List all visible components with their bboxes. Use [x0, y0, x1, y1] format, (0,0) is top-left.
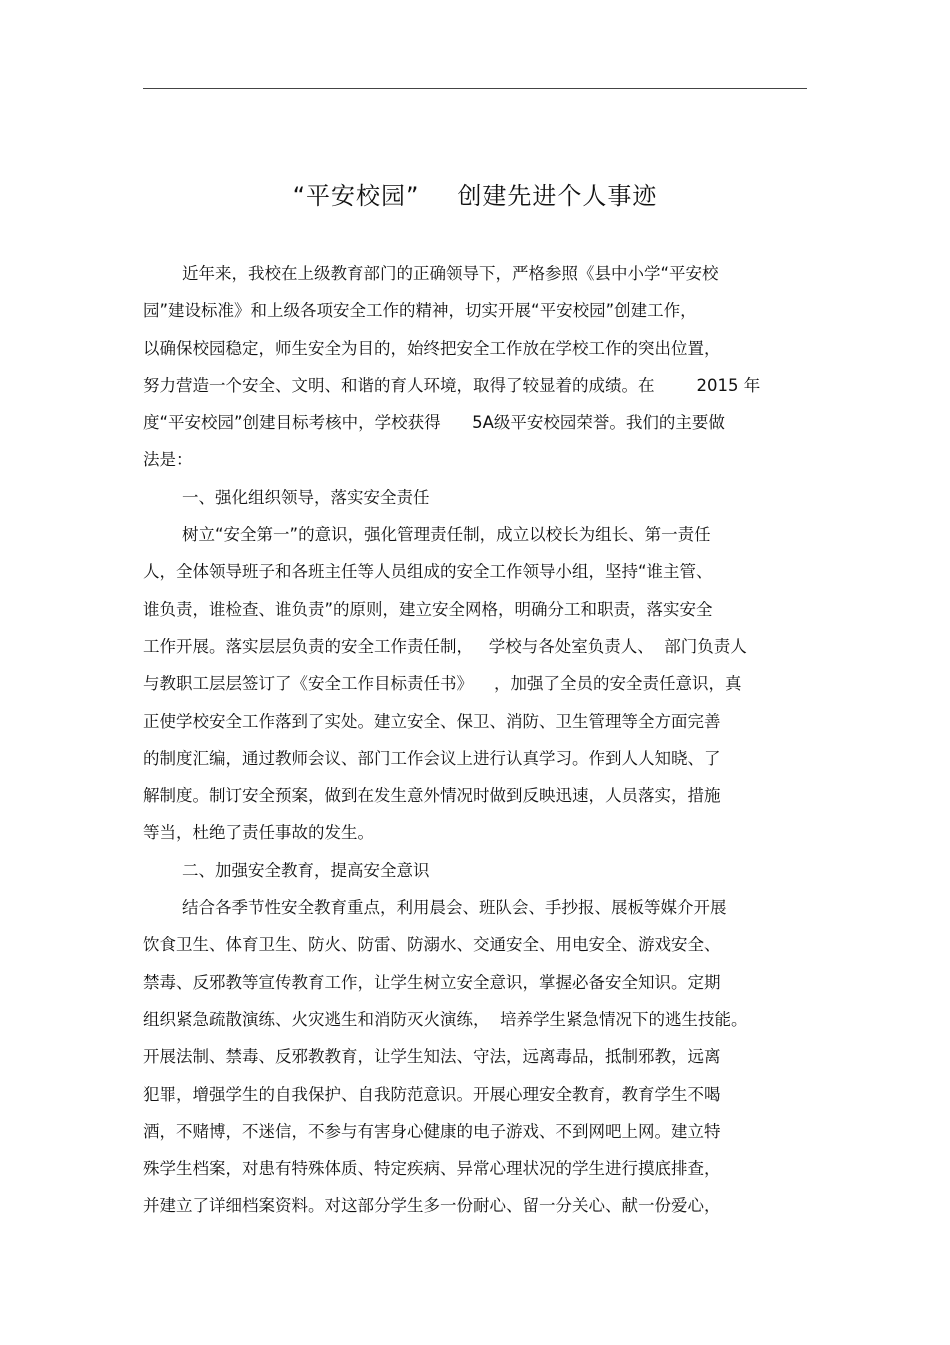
text-line: 近年来，我校在上级教育部门的正确领导下，严格参照《县中小学“平安校 — [182, 264, 719, 283]
text-line: 工作开展。落实层层负责的安全工作责任制， 学校与各处室负责人、 部门负责人 — [143, 636, 747, 656]
text-line: 树立“安全第一”的意识，强化管理责任制，成立以校长为组长、第一责任 — [182, 525, 711, 545]
text-line: 饮食卫生、体育卫生、防火、防雷、防溺水、交通安全、用电安全、游戏安全、 — [143, 935, 721, 955]
text-line: 谁负责，谁检查、谁负责”的原则，建立安全网格，明确分工和职责，落实安全 — [143, 599, 713, 619]
text-line: 度“平安校园”创建目标考核中，学校获得 5A级平安校园荣誉。我们的主要做 — [143, 413, 725, 433]
text-line: 开展法制、禁毒、反邪教教育，让学生知法、守法，远离毒品，抵制邪教，远离 — [143, 1047, 721, 1067]
text-line: 与教职工层层签订了《安全工作目标责任书》 ，加强了全员的安全责任意识，真 — [143, 674, 742, 694]
text-line: 一、强化组织领导，落实安全责任 — [182, 487, 430, 507]
text-line: 犯罪，增强学生的自我保护、自我防范意识。开展心理安全教育，教育学生不喝 — [143, 1084, 721, 1104]
text-line: 园”建设标准》和上级各项安全工作的精神，切实开展“平安校园”创建工作， — [143, 301, 697, 321]
text-line: 的制度汇编，通过教师会议、部门工作会议上进行认真学习。作到人人知晓、了 — [143, 748, 721, 768]
title-main-part: 创建先进个人事迹 — [457, 182, 658, 210]
text-line: 殊学生档案，对患有特殊体质、特定疾病、异常心理状况的学生进行摸底排查， — [143, 1159, 721, 1179]
text-line: 正使学校安全工作落到了实处。建立安全、保卫、消防、卫生管理等全方面完善 — [143, 711, 721, 731]
title-quoted-part: “平安校园” — [292, 182, 420, 210]
text-line: 法是： — [143, 450, 193, 470]
text-line: 酒，不赌博，不迷信，不参与有害身心健康的电子游戏、不到网吧上网。建立特 — [143, 1121, 721, 1141]
text-line: 组织紧急疏散演练、火灾逃生和消防灭火演练， 培养学生紧急情况下的逃生技能。 — [143, 1009, 748, 1029]
text-line: 人，全体领导班子和各班主任等人员组成的安全工作领导小组，坚持“谁主管、 — [143, 562, 713, 582]
text-line: 等当，杜绝了责任事故的发生。 — [143, 823, 374, 843]
header-rule — [143, 88, 807, 89]
text-line: 结合各季节性安全教育重点，利用晨会、班队会、手抄报、展板等媒介开展 — [182, 898, 727, 918]
document-title — [0, 178, 950, 214]
document-body — [143, 255, 811, 1225]
text-line: 解制度。制订安全预案，做到在发生意外情况时做到反映迅速，人员落实，措施 — [143, 786, 721, 806]
text-line: 禁毒、反邪教等宣传教育工作，让学生树立安全意识，掌握必备安全知识。定期 — [143, 972, 721, 992]
text-line: 二、加强安全教育，提高安全意识 — [182, 860, 430, 880]
text-line: 努力营造一个安全、文明、和谐的育人环境，取得了较显着的成绩。在 2015 年 — [143, 375, 761, 395]
text-line: 以确保校园稳定，师生安全为目的，始终把安全工作放在学校工作的突出位置， — [143, 338, 721, 358]
text-line: 并建立了详细档案资料。对这部分学生多一份耐心、留一分关心、献一份爱心， — [143, 1196, 721, 1216]
